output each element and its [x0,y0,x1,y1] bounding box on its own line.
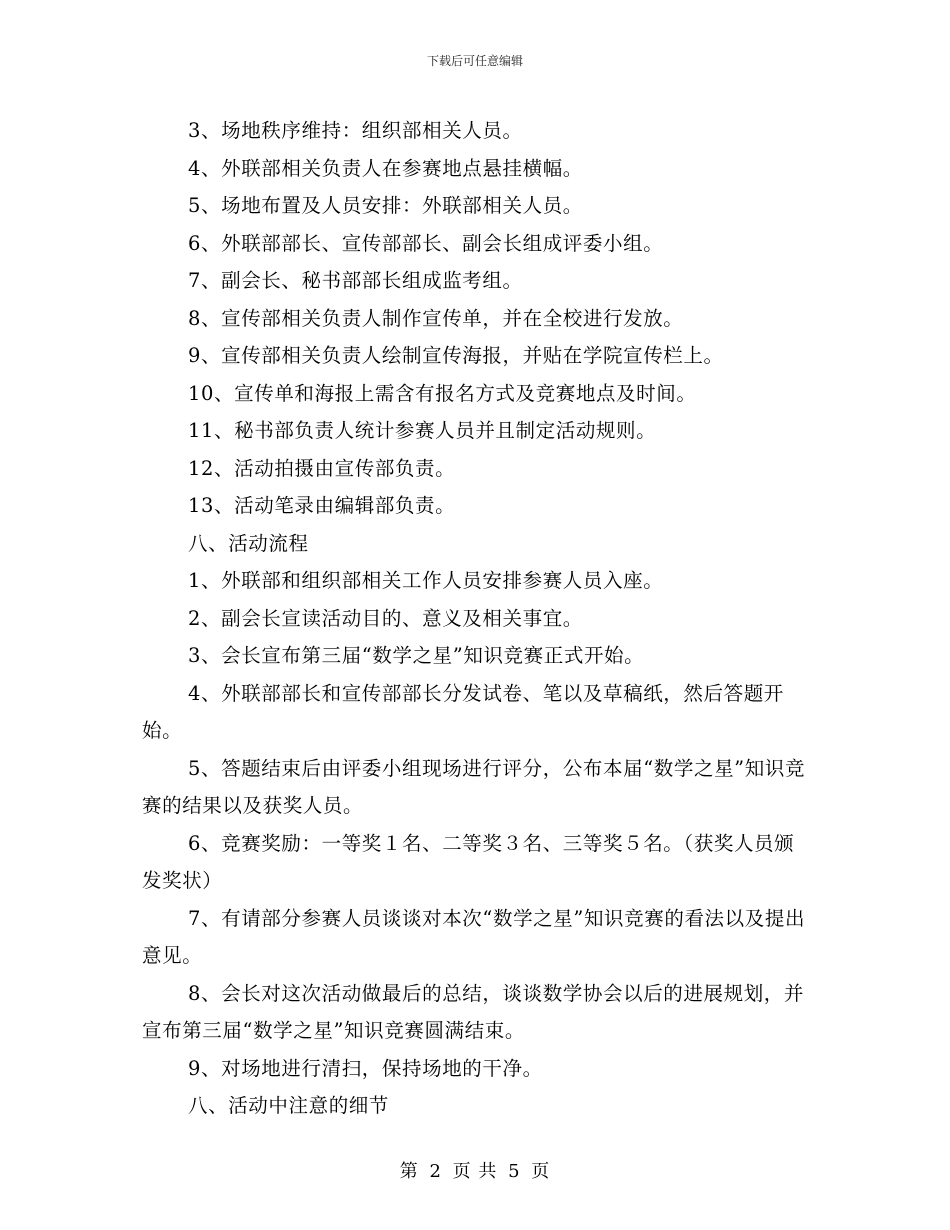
paragraph: 1、外联部和组织部相关工作人员安排参赛人员入座。 [188,569,664,592]
paragraph: 3、场地秩序维持：组织部相关人员。 [188,119,523,142]
paragraph: 4、外联部相关负责人在参赛地点悬挂横幅。 [188,156,583,180]
footer-prefix: 第 [399,1161,419,1182]
paragraph: 8、宣传部相关负责人制作宣传单，并在全校进行发放。 [188,306,684,330]
paragraph: 7、有请部分参赛人员谈谈对本次“数学之星”知识竞赛的看法以及提出意见。 [142,906,806,967]
paragraph: 6、外联部部长、宣传部部长、副会长组成评委小组。 [188,231,664,255]
document-body [142,112,812,1125]
footer-suffix: 页 [531,1161,551,1182]
paragraph: 7、副会长、秘书部部长组成监考组。 [188,269,523,292]
paragraph: 8、会长对这次活动做最后的总结，谈谈数学协会以后的进展规划，并宣布第三届“数学之星”知识竞赛圆满结束。 [142,981,805,1042]
paragraph: 4、外联部部长和宣传部部长分发试卷、笔以及草稿纸，然后答题开始。 [142,681,784,742]
page-header: 下载后可任意编辑 [426,54,523,68]
paragraph: 6、竞赛奖励：一等奖１名、二等奖３名、三等奖５名。（获奖人员颁发奖状） [142,831,795,892]
paragraph: 3、会长宣布第三届“数学之星”知识竞赛正式开始。 [188,644,645,667]
paragraph: 2、副会长宣读活动目的、意义及相关事宜。 [188,606,583,630]
page-footer [0,1157,950,1183]
paragraph: 5、答题结束后由评委小组现场进行评分，公布本届“数学之星”知识竞赛的结果以及获奖人员。 [142,756,806,817]
paragraph: 11、秘书部负责人统计参赛人员并且制定活动规则。 [188,419,657,442]
total-pages-number: 5 [508,1161,521,1182]
paragraph: 9、对场地进行清扫，保持场地的干净。 [188,1056,543,1080]
paragraph: 10、宣传单和海报上需含有报名方式及竞赛地点及时间。 [188,381,697,405]
current-page-number: 2 [429,1161,442,1182]
section-heading: 八、活动流程 [188,531,309,555]
paragraph: 12、活动拍摄由宣传部负责。 [188,456,456,480]
paragraph: 5、场地布置及人员安排：外联部相关人员。 [188,194,583,217]
paragraph: 9、宣传部相关负责人绘制宣传海报，并贴在学院宣传栏上。 [188,344,724,367]
footer-middle: 页 共 [452,1161,498,1182]
paragraph: 13、活动笔录由编辑部负责。 [188,494,456,517]
section-heading: 八、活动中注意的细节 [188,1094,390,1117]
